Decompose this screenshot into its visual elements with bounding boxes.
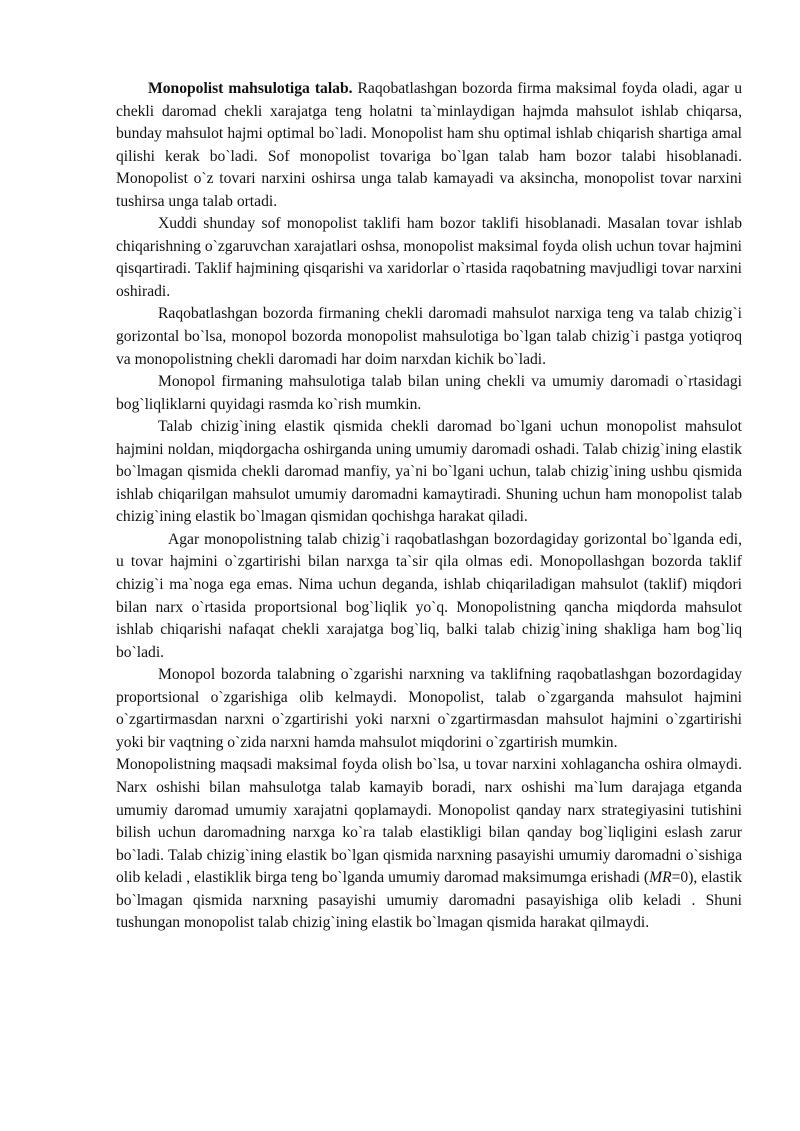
paragraph-monopolist-demand — [116, 78, 742, 213]
paragraph-text: Raqobatlashgan bozorda firma maksimal foyda oladi, agar u chekli daromad chekli xarajatga teng holatni ta`minlaydigan hajmda mahsulot ishlab chiqarsa, bunday mahsulot hajmi optimal bo`ladi. Monopolist ham shu optimal ishlab chiqarish shartiga amal qilishi kerak bo`ladi. Sof monopolist tovariga bo`lgan talab ham bozor talabi hisoblanadi. Monopolist o`z tovari narxini oshirsa unga talab kamayadi va aksincha, monopolist tovar narxini tushirsa unga talab ortadi. — [116, 80, 742, 210]
paragraph-elastic-part: Talab chizig`ining elastik qismida chekli daromad bo`lgani uchun monopolist mahsulot hajmini noldan, miqdorgacha oshirganda uning umumiy daromadi oshadi. Talab chizig`ining elastik bo`lmagan qismida chekli daromad manfiy, ya`ni bo`lgani uchun, talab chizig`ining ushbu qismida ishlab chiqarilgan mahsulot umumiy daromadni kamaytiradi. Shuning uchun ham monopolist talab chizig`ining elastik bo`lmagan qismidan qochishga harakat qiladi. — [116, 418, 742, 526]
paragraph-demand-change: Monopol bozorda talabning o`zgarishi narxning va taklifning raqobatlashgan bozordagiday proportsional o`zgarishiga olib kelmaydi. Monopolist, talab o`zgarganda mahsulot hajmini o`zgartirmasdan narxni o`zgartirishi yoki narxni o`zgartirmasdan mahsulot hajmini o`zgartirishi yoki bir vaqtning o`zida narxni hamda mahsulot miqdorini o`zgartirish mumkin. — [116, 666, 742, 751]
paragraph-price-strategy — [116, 754, 742, 934]
paragraph-monopolist-supply: Xuddi shunday sof monopolist taklifi ham bozor taklifi hisoblanadi. Masalan tovar ishlab chiqarishning o`zgaruvchan xarajatlari oshsa, monopolist maksimal foyda olish uchun tovar hajmini qisqartiradi. Taklif hajmining qisqarishi va xaridorlar o`rtasida raqobatning mavjudligi tovar narxini oshiradi. — [116, 215, 742, 300]
document-page — [116, 78, 742, 935]
paragraph-figure-reference: Monopol firmaning mahsulotiga talab bilan uning chekli va umumiy daromadi o`rtasidagi bog`liqliklarni quyidagi rasmda ko`rish mumkin. — [116, 373, 742, 413]
paragraph-text-before: Monopolistning maqsadi maksimal foyda olish bo`lsa, u tovar narxini xohlagancha oshira olmaydi. Narx oshishi bilan mahsulotga talab kamayib boradi, narx oshishi ma`lum darajaga etganda umumiy daromad umumiy xarajatni qoplamaydi. Monopolist qanday narx strategiyasini tutishini bilish uchun daromadning narxga ko`ra talab elastikligi bilan qanday bog`liqligini eslash zarur bo`ladi. Talab chizig`ining elastik bo`lgan qismida narxning pasayishi umumiy daromadni o`sishiga olib keladi , elastiklik birga teng bo`lganda umumiy daromad maksimumga erishadi ( — [116, 756, 742, 887]
mr-symbol: MR — [649, 869, 672, 887]
paragraph-supply-curve-meaning: Agar monopolistning talab chizig`i raqobatlashgan bozordagiday gorizontal bo`lganda edi, u tovar hajmini o`zgartirishi bilan narxga ta`sir qila olmas edi. Monopollashgan bozorda taklif chizig`i ma`noga ega emas. Nima uchun deganda, ishlab chiqariladigan mahsulot (taklif) miqdori bilan narx o`rtasida proportsional bog`liqlik yo`q. Monopolistning qancha miqdorda mahsulot ishlab chiqarishi nafaqat chekli xarajatga bog`liq, balki talab chizig`ining shakliga ham bog`liq bo`ladi. — [116, 530, 742, 661]
section-heading: Monopolist mahsulotiga talab. — [148, 80, 353, 97]
paragraph-marginal-revenue: Raqobatlashgan bozorda firmaning chekli daromadi mahsulot narxiga teng va talab chizig`i gorizontal bo`lsa, monopol bozorda monopolist mahsulotiga bo`lgan talab chizig`i pastga yotiqroq va monopolistning chekli daromadi har doim narxdan kichik bo`ladi. — [116, 305, 742, 368]
paragraph-text-after: =0), elastik bo`lmagan qismida narxning pasayishi umumiy daromadni pasayishiga olib keladi . Shuni tushungan monopolist talab chizig`ining elastik bo`lmagan qismida harakat qilmaydi. — [116, 869, 742, 932]
